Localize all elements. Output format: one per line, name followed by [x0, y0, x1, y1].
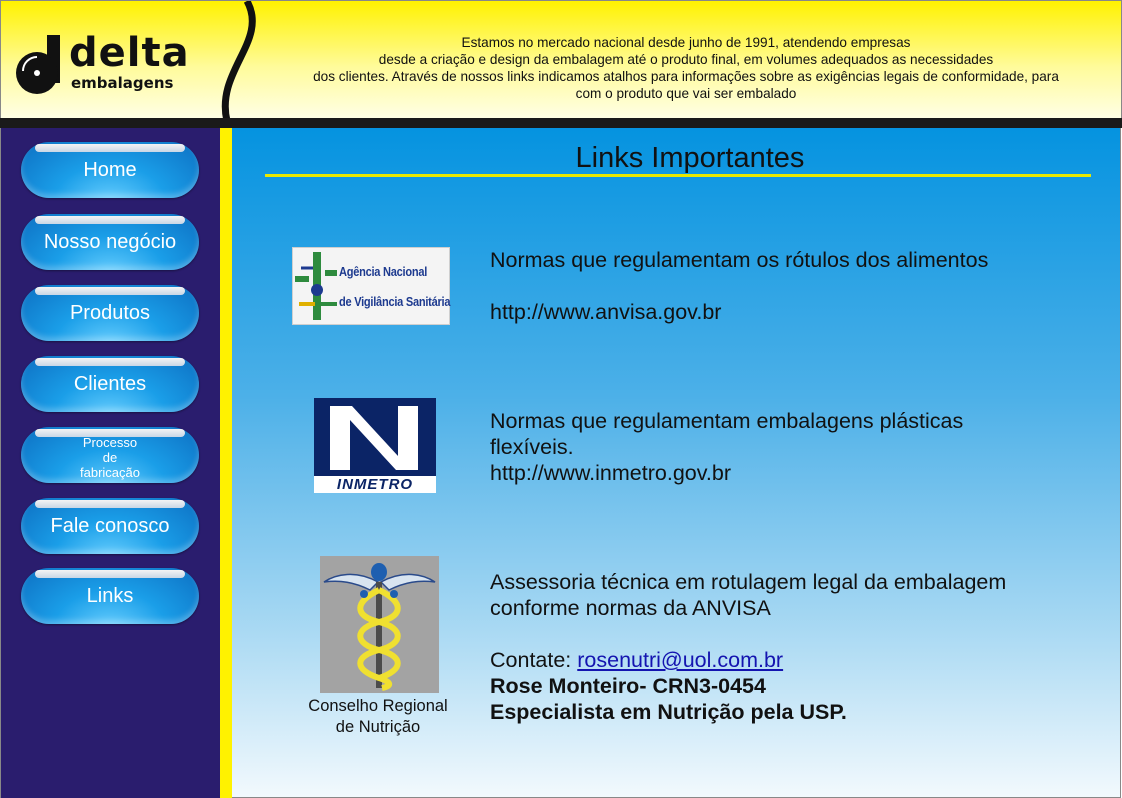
contact-specialty: Especialista em Nutrição pela USP.	[490, 700, 847, 724]
main-content	[232, 128, 1121, 798]
crn-desc-text: Assessoria técnica em rotulagem legal da embalagem	[490, 570, 1007, 594]
crn-caption-line: de Nutrição	[335, 718, 421, 736]
sidebar-yellow-stripe	[220, 128, 232, 798]
title-underline	[265, 174, 1091, 177]
nav-fale-conosco-button[interactable]	[21, 498, 199, 554]
inmetro-url[interactable]: http://www.inmetro.gov.br	[490, 461, 731, 485]
inmetro-n-icon	[314, 398, 436, 478]
intro-line: dos clientes. Através de nossos links indicamos atalhos para informações sobre as exigências legais de conformidade, para	[313, 69, 1059, 84]
header	[0, 0, 1122, 120]
contact-name: Rose Monteiro- CRN3-0454	[490, 674, 766, 698]
nav-item-label: Produtos	[69, 302, 151, 324]
contact-line	[490, 647, 1006, 673]
button-shine	[35, 287, 185, 295]
contact-label: Contate:	[490, 648, 578, 672]
inmetro-desc-text: flexíveis.	[490, 435, 574, 459]
delta-logo[interactable]	[15, 31, 205, 101]
logo-subtitle: embalagens	[71, 74, 174, 92]
nav-item-label: Nosso negócio	[43, 231, 177, 253]
button-shine	[35, 570, 185, 578]
inmetro-desc-text: Normas que regulamentam embalagens plásticas	[490, 409, 964, 433]
intro-text	[257, 34, 1115, 102]
crn-logo[interactable]	[320, 556, 439, 693]
crn-caption	[290, 696, 466, 738]
anvisa-url[interactable]: http://www.anvisa.gov.br	[490, 300, 722, 324]
crn-desc-text: conforme normas da ANVISA	[490, 596, 771, 620]
anvisa-logo[interactable]	[292, 247, 450, 325]
button-shine	[35, 358, 185, 366]
intro-line: desde a criação e design da embalagem até o produto final, em volumes adequados as necessidades	[378, 52, 994, 67]
nav-home-button[interactable]	[21, 142, 199, 198]
nav-processo-button[interactable]	[21, 427, 199, 483]
sidebar	[0, 128, 220, 798]
page-title: Links Importantes	[575, 142, 805, 174]
intro-line: com o produto que vai ser embalado	[575, 86, 797, 101]
anvisa-logo-text: de Vigilância Sanitária	[339, 294, 451, 309]
nav-item-label: Clientes	[73, 373, 147, 395]
crn-caption-line: Conselho Regional	[308, 697, 448, 715]
anvisa-emblem-icon	[293, 248, 337, 324]
nav-links-button[interactable]	[21, 568, 199, 624]
crn-description	[490, 569, 1006, 725]
nav-produtos-button[interactable]	[21, 285, 199, 341]
intro-line: Estamos no mercado nacional desde junho de 1991, atendendo empresas	[461, 35, 911, 50]
disc-logo-icon	[15, 31, 75, 101]
inmetro-description	[490, 408, 963, 486]
button-shine	[35, 144, 185, 152]
inmetro-logo[interactable]	[314, 398, 436, 493]
button-shine	[35, 500, 185, 508]
nav-item-label: Home	[83, 159, 137, 181]
header-divider-bar	[0, 118, 1122, 128]
button-shine	[35, 216, 185, 224]
email-link[interactable]: rosenutri@uol.com.br	[577, 648, 784, 672]
nav-item-label: Fale conosco	[50, 515, 170, 537]
nav-clientes-button[interactable]	[21, 356, 199, 412]
caduceus-icon	[320, 556, 439, 693]
nav-nosso-negocio-button[interactable]	[21, 214, 199, 270]
inmetro-logo-text: INMETRO	[336, 476, 414, 493]
anvisa-desc-text: Normas que regulamentam os rótulos dos alimentos	[490, 248, 989, 272]
nav-item-label: Processo de fabricação	[80, 434, 140, 480]
logo-wordmark: delta	[69, 30, 190, 76]
anvisa-logo-text: Agência Nacional	[339, 264, 428, 279]
anvisa-description	[490, 247, 988, 325]
nav-item-label: Links	[86, 585, 134, 607]
